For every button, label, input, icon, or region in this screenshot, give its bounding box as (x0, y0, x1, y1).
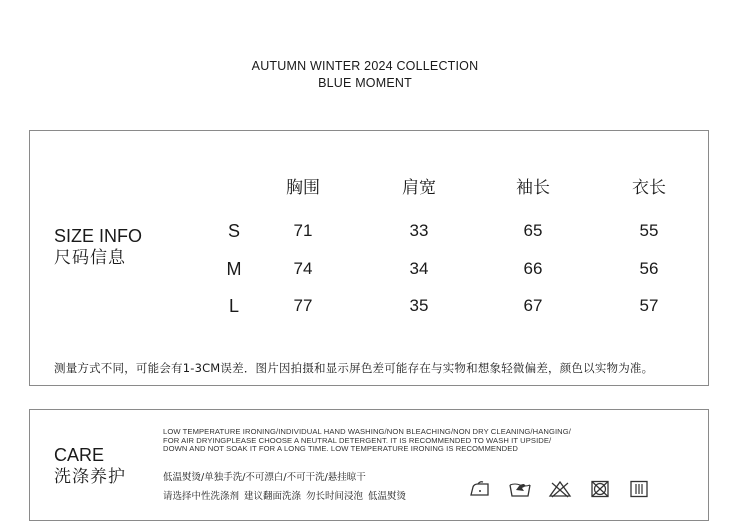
care-panel (29, 409, 709, 521)
size-label-s: S (227, 221, 240, 241)
column-header-chest: 胸围 (286, 178, 320, 198)
hand-wash-icon (508, 480, 532, 498)
table-cell: 33 (409, 221, 429, 240)
care-title-en: CARE (54, 445, 105, 465)
collection-title: AUTUMN WINTER 2024 COLLECTION (251, 59, 479, 73)
care-en-line: FOR AIR DRYINGPLEASE CHOOSE A NEUTRAL DETERGENT. IT IS RECOMMENDED TO WASH IT UPSIDE/ (163, 435, 552, 445)
column-header-shoulder: 肩宽 (402, 178, 436, 198)
table-cell: 65 (523, 221, 543, 240)
table-cell: 66 (523, 259, 543, 278)
care-instructions-cn-1: 低温熨烫/单独手洗/不可漂白/不可干洗/悬挂晾干 (163, 472, 366, 483)
size-info-title (54, 225, 142, 269)
table-cell: 67 (523, 296, 543, 315)
table-cell: 77 (293, 296, 313, 315)
table-cell: 57 (639, 296, 659, 315)
table-cell: 56 (639, 259, 659, 278)
column-header-sleeve: 袖长 (516, 178, 550, 198)
size-info-title-cn: 尺码信息 (54, 248, 126, 268)
size-label-l: L (228, 296, 239, 316)
column-header-length: 衣长 (632, 178, 666, 198)
care-en-line: LOW TEMPERATURE IRONING/INDIVIDUAL HAND WASHING/NON BLEACHING/NON DRY CLEANING/HANGING/ (163, 427, 571, 436)
size-label-m: M (226, 259, 242, 279)
collection-header (0, 58, 730, 92)
iron-low-icon (468, 480, 492, 498)
size-info-panel (29, 130, 709, 386)
collection-subtitle: BLUE MOMENT (318, 76, 412, 90)
care-instructions-cn-2: 请选择中性洗涤剂 建议翻面洗涤 勿长时间浸泡 低温熨烫 (163, 491, 407, 502)
table-cell: 71 (293, 221, 313, 240)
no-dry-clean-icon (589, 480, 611, 498)
care-instructions-en (163, 428, 571, 454)
table-cell: 74 (293, 259, 313, 278)
care-title (54, 444, 126, 488)
care-en-line: DOWN AND NOT SOAK IT FOR A LONG TIME. LOW TEMPERATURE IRONING IS RECOMMENDED (163, 444, 518, 454)
care-title-cn: 洗涤养护 (54, 467, 126, 487)
table-cell: 55 (639, 221, 659, 240)
size-info-title-en: SIZE INFO (54, 226, 143, 246)
hang-dry-icon (628, 480, 650, 498)
no-bleach-icon (548, 480, 572, 498)
table-cell: 34 (409, 259, 429, 278)
care-symbols (468, 480, 668, 500)
measurement-note: 测量方式不同，可能会有1-3CM误差．图片因拍摄和显示屏色差可能存在与实物和想象轻微偏差，颜色以实物为准。 (54, 361, 654, 375)
table-cell: 35 (409, 296, 429, 315)
